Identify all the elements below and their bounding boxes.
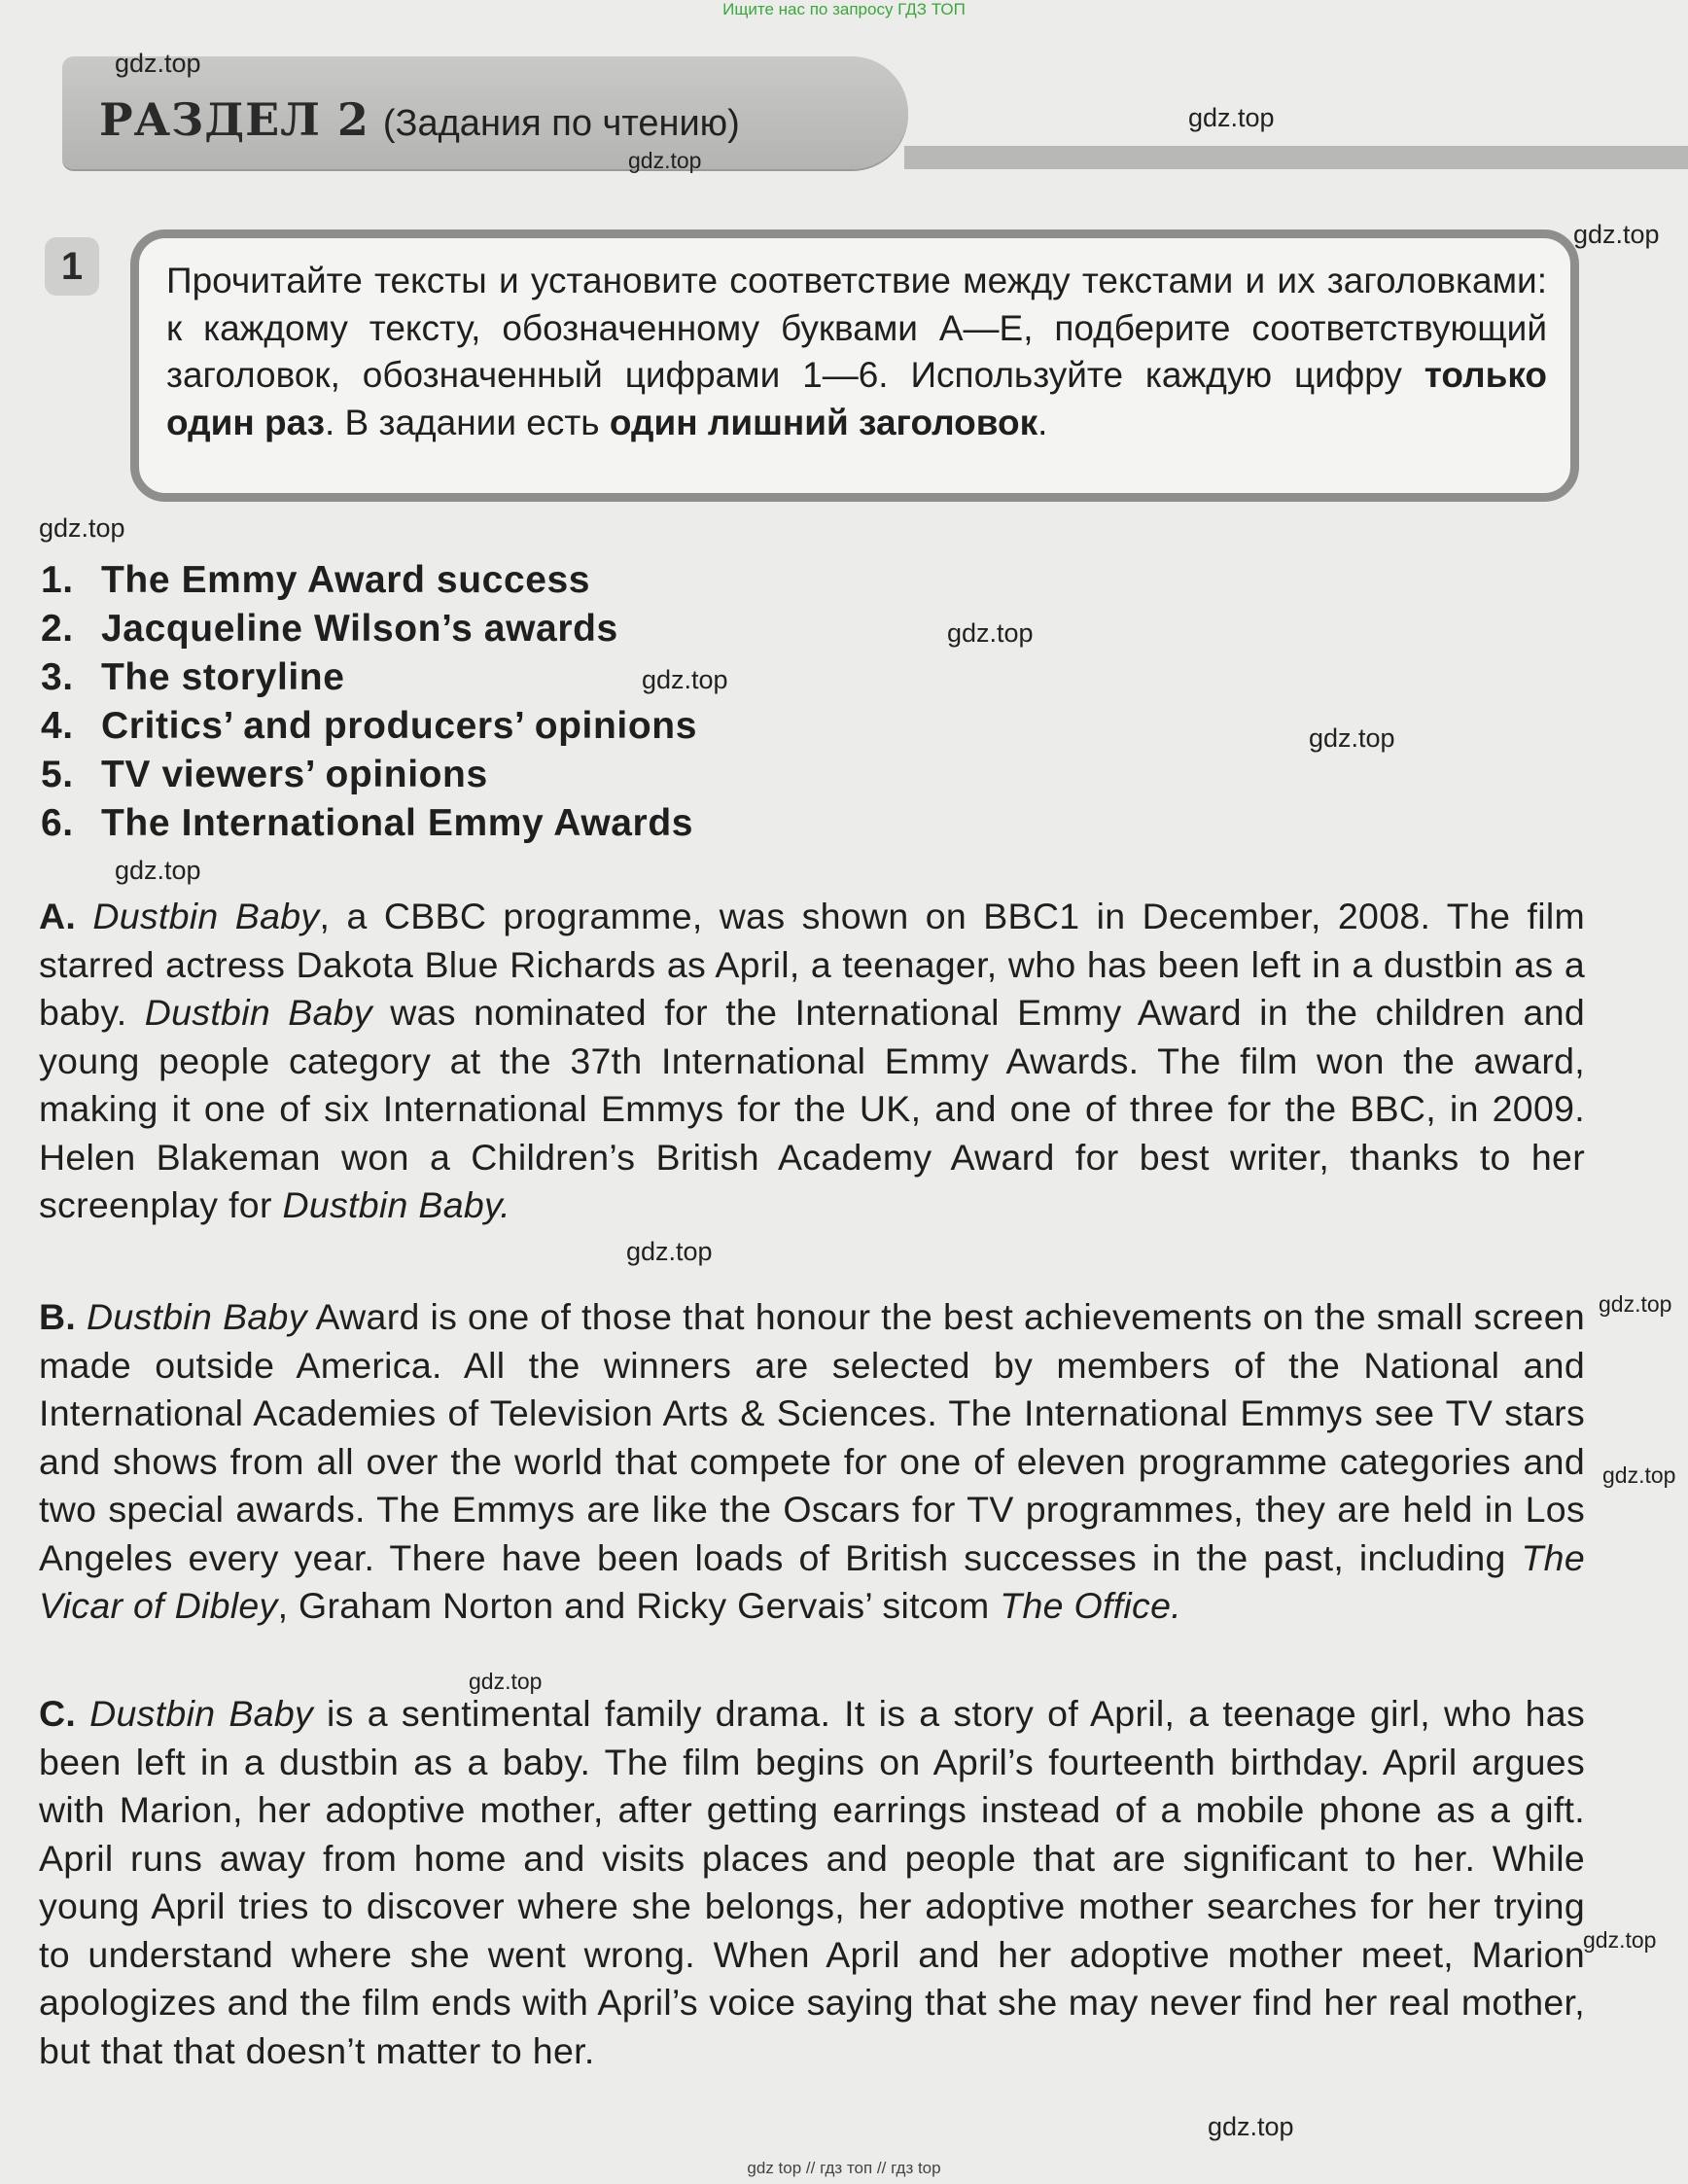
watermark: gdz.top [115, 856, 201, 885]
watermark: gdz.top [628, 148, 702, 173]
heading-list [41, 556, 697, 848]
heading-item: 2. Jacqueline Wilson’s awards [41, 608, 618, 650]
text-passage-a: A. Dustbin Baby, a CBBC programme, was shown on BBC1 in December, 2008. The film starred actress Dakota Blue Richards as April, a teenager, who has been left in a dustbin as a baby. Dustbin Baby was nominated for the International Emmy Award in the children and young people category at the 37th International Emmy Awards. The film won the award, making it one of six International Emmys for the UK, and one of three for the BBC, in 2009. Helen Blakeman won a Children’s British Academy Award for best writer, thanks to her screenplay for Dustbin Baby. [39, 896, 1586, 1225]
watermark: gdz.top [1573, 220, 1660, 249]
heading-item: 5. TV viewers’ opinions [41, 754, 488, 795]
watermark: gdz.top [947, 618, 1034, 648]
task-number-badge: 1 [45, 237, 99, 296]
watermark: gdz.top [1309, 723, 1395, 753]
watermark: gdz.top [642, 665, 728, 694]
footer-watermark: gdz top // гдз топ // гдз top [747, 2159, 941, 2177]
watermark: gdz.top [1583, 1927, 1657, 1953]
watermark: gdz.top [1188, 103, 1275, 132]
watermark: gdz.top [626, 1237, 713, 1266]
section-title [99, 93, 740, 146]
section-label: РАЗДЕЛ 2 [99, 93, 369, 146]
top-notice: Ищите нас по запросу ГДЗ ТОП [722, 0, 966, 18]
heading-item: 1. The Emmy Award success [41, 559, 591, 601]
section-header-bar [904, 146, 1688, 169]
watermark: gdz.top [1208, 2112, 1294, 2141]
heading-item: 3. The storyline [41, 656, 345, 698]
watermark: gdz.top [469, 1669, 543, 1694]
text-passage-b: B. Dustbin Baby Award is one of those that honour the best achievements on the small screen made outside America. All the winners are selected by members of the National and International Academies of Television Arts & Sciences. The International Emmys see TV stars and shows from all over the world that compete for one of eleven programme categories and two special awards. The Emmys are like the Oscars for TV programmes, they are held in Los Angeles every year. There have been loads of British successes in the past, including The Vicar of Dibley, Graham Norton and Ricky Gervais’ sitcom The Office. [39, 1296, 1586, 1626]
text-passage-c: C. Dustbin Baby is a sentimental family drama. It is a story of April, a teenage girl, who has been left in a dustbin as a baby. The film begins on April’s fourteenth birthday. April argues with Marion, her adoptive mother, after getting earrings instead of a mobile phone as a gift. April runs away from home and visits places and people that are significant to her. While young April tries to discover where she belongs, her adoptive mother searches for her trying to understand where she went wrong. When April and her adoptive mother meet, Marion apologizes and the film ends with April’s voice saying that she may never find her real mother, but that that doesn’t matter to her. [39, 1693, 1585, 2071]
heading-item: 4. Critics’ and producers’ opinions [41, 705, 697, 747]
watermark: gdz.top [39, 513, 125, 543]
section-subtitle: (Задания по чтению) [382, 103, 740, 144]
watermark: gdz.top [1599, 1291, 1672, 1317]
heading-item: 6. The International Emmy Awards [41, 802, 694, 844]
watermark: gdz.top [115, 49, 201, 78]
watermark: gdz.top [1602, 1462, 1676, 1488]
task-instruction: Прочитайте тексты и установите соответствие между текстами и их заголовками: к каждому тексту, обозначенному буквами А—Е, подберите соответствующий заголовок, обозначенный цифрами 1—6. Используйте каждую цифру только один раз. В задании есть один лишний заголовок. [130, 229, 1579, 502]
